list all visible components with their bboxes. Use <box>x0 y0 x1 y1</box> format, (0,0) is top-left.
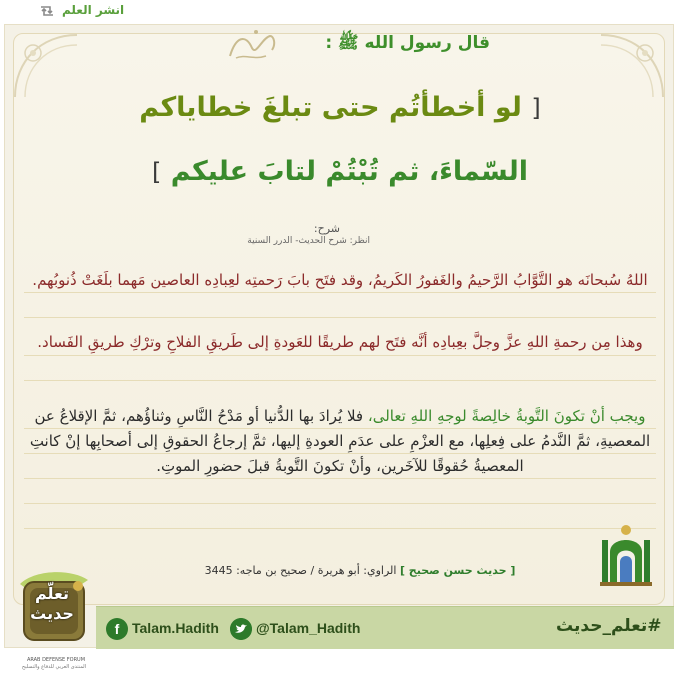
explanation-paragraph-3 <box>28 404 652 479</box>
hadith-intro: قال رسول الله ﷺ : <box>325 33 490 53</box>
share-knowledge-link[interactable]: انشر العلم <box>62 3 125 17</box>
sincerity-highlight: ويجب أنْ تكونَ التَّوبةُ خالِصةً لوجهِ اللهِ تعالى، <box>367 407 646 425</box>
hadith-text-line-2 <box>20 156 660 187</box>
explanation-paragraph-3-rest: فلا يُرادَ بها الدُّنيا أو مَدْحُ النَّاسِ وثناؤُهم، ثمَّ الإقلاعُ عن المعصيةِ، ثمَّ النَّدمُ على فِعلِها، مع العزْمِ على عدَمِ العودةِ إليها، ثمَّ إرجاعُ الحقوقِ إلى أصحابِها إنْ كانتِ المعصيةُ حُقوقًا للآخَرين، وأنْ تكونَ التَّوبةُ قبلَ حضورِ الموتِ. <box>29 407 651 475</box>
hadith-grade: [ حديث حسن صحيح ] <box>399 564 516 577</box>
forum-caption-en: ARAB DEFENSE FORUM <box>26 657 86 663</box>
twitter-icon[interactable] <box>230 618 252 640</box>
explanation-paragraph-1: اللهُ سُبحانَه هو التَّوَّابُ الرَّحيمُ والغَفورُ الكَريمُ، وقد فتَح بابَ رَحمتِه لعِبادِه العاصين مَهما بلَغَتْ ذُنوبُهم. <box>32 271 648 289</box>
hadith-citation <box>150 564 570 577</box>
ruled-line <box>24 528 656 529</box>
hadith-line-2-text: السّماءَ، ثم تُبْتُمْ لتابَ عليكم <box>170 156 528 187</box>
logo-text-learn: تعلّم <box>34 584 70 603</box>
bracket-close: ] <box>151 158 162 186</box>
hadith-narrator: الراوي: أبو هريرة / صحيح بن ماجه: 3445 <box>204 564 397 577</box>
logo-text-hadith: حديث <box>30 604 74 623</box>
retweet-icon[interactable] <box>38 3 56 19</box>
explanation-paragraph-2: وهذا مِن رحمةِ اللهِ عزَّ وجلَّ بعِبادِه أنَّه فتَح لهم طريقًا للعَودةِ إلى طَريقِ الفلاحِ وترْكِ طريقِ الفَساد. <box>37 333 643 351</box>
ruled-line <box>24 355 656 356</box>
ruled-line <box>24 503 656 504</box>
hadith-line-1-text: لو أخطأتُم حتى تبلغَ خطاياكم <box>139 92 522 123</box>
hadith-text-line-1 <box>20 92 660 123</box>
explanation-source: انظر: شرح الحديث- الدرر السنية <box>247 236 370 246</box>
ornament-corner-icon <box>597 31 667 101</box>
facebook-icon[interactable]: f <box>106 618 128 640</box>
explanation-label: شرح: <box>313 222 340 235</box>
mosque-icon <box>600 518 652 588</box>
ruled-line <box>24 317 656 318</box>
hashtag[interactable]: #تعلم_حديث <box>556 616 662 636</box>
ornament-corner-icon <box>11 31 81 101</box>
facebook-handle[interactable]: Talam.Hadith <box>132 620 219 636</box>
salawat-calligraphy-icon <box>226 26 280 64</box>
forum-caption-ar: المنتدى العربي للدفاع والتسليح <box>21 664 87 670</box>
twitter-handle[interactable]: @Talam_Hadith <box>256 620 361 636</box>
bracket-open: [ <box>531 94 541 122</box>
ruled-line <box>24 380 656 381</box>
